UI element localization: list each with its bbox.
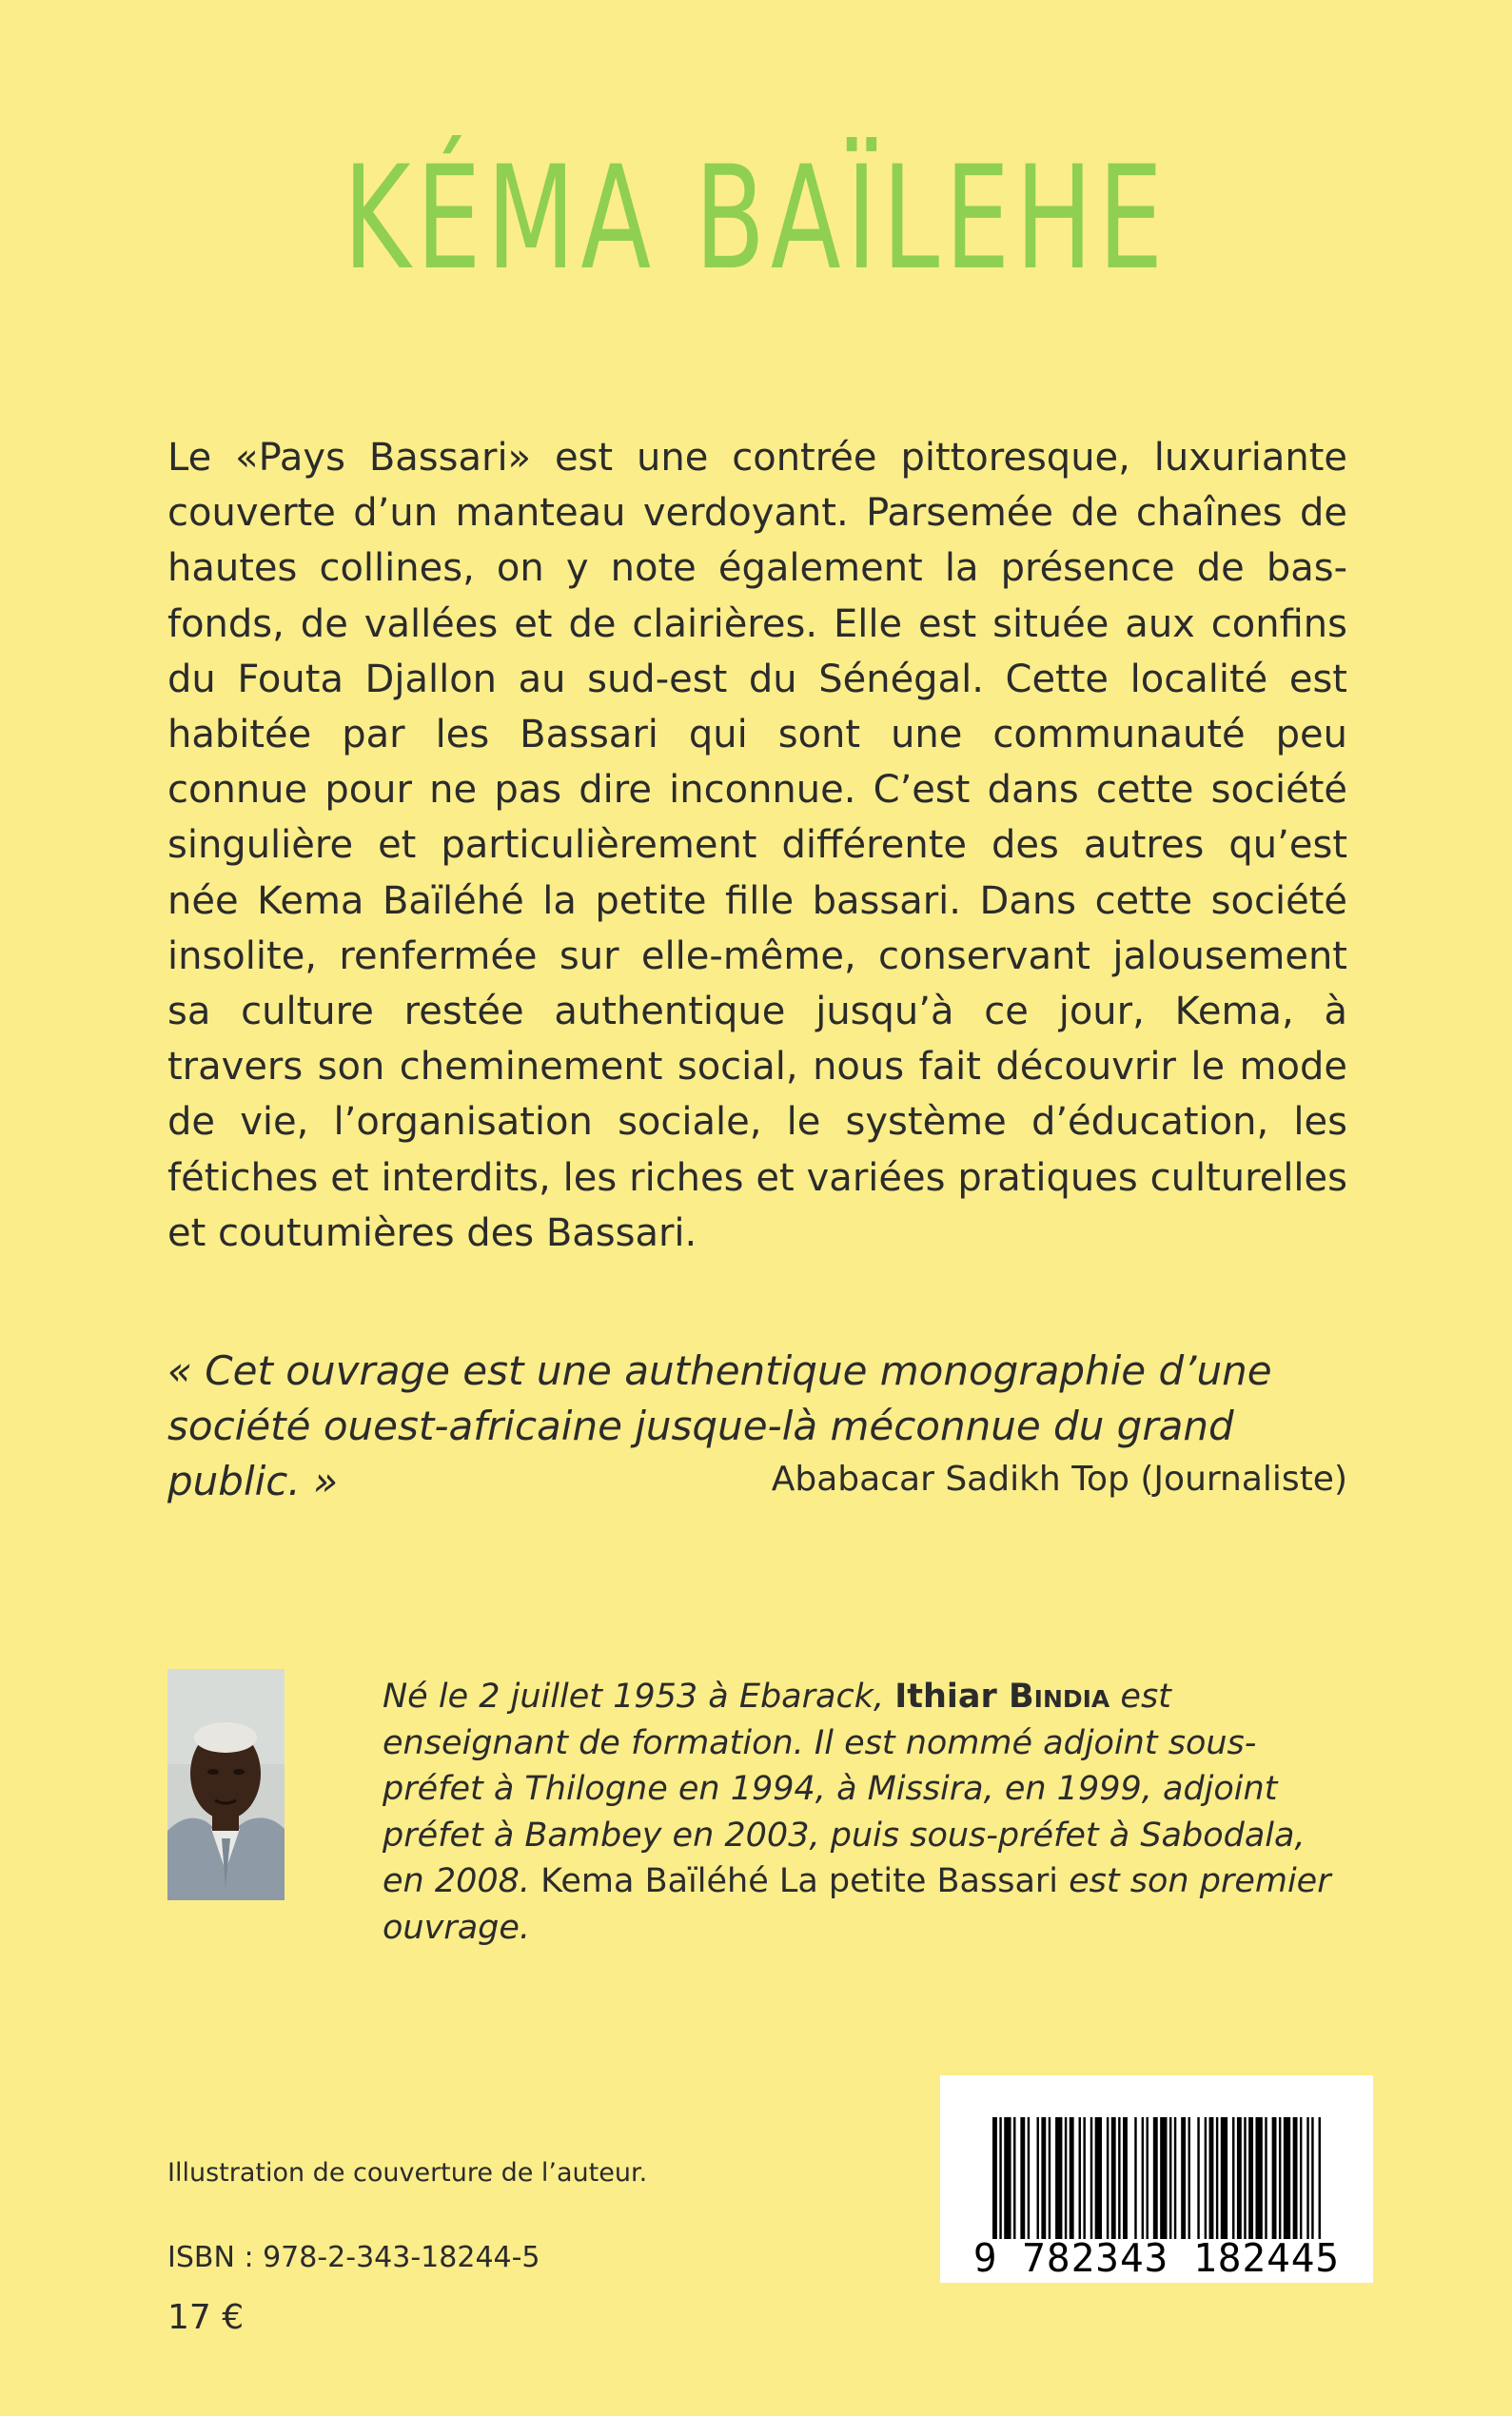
bio-intro: Né le 2 juillet 1953 à Ebarack,	[383, 1678, 895, 1716]
barcode-bar	[1004, 2117, 1011, 2239]
barcode-bar	[1055, 2117, 1062, 2239]
barcode-bar	[1306, 2117, 1308, 2239]
author-portrait-icon	[167, 1669, 285, 1900]
barcode-bar	[1272, 2117, 1277, 2239]
barcode-panel	[940, 2075, 1373, 2283]
barcode-bar	[999, 2117, 1001, 2239]
isbn-number: ISBN : 978-2-343-18244-5	[167, 2241, 540, 2274]
bio-career: est enseignant de formation. Il est nommé adjoint sous-préfet à Thilogne en 1994, à Missira, en 1999, adjoint préfet à Bambey en 2003, puis sous-préfet à Sabodala, en 2008.	[383, 1678, 1306, 1900]
quote-attribution: Ababacar Sadikh Top (Journaliste)	[771, 1460, 1347, 1499]
barcode-bar	[1169, 2117, 1171, 2239]
barcode-bar	[1237, 2117, 1242, 2239]
barcode-bar	[1188, 2117, 1190, 2239]
author-photo	[167, 1669, 285, 1900]
barcode-bar	[1090, 2117, 1092, 2239]
book-title: KÉMA BAÏLEHE	[343, 136, 1168, 302]
barcode-bar	[1181, 2117, 1186, 2239]
book-price: 17 €	[167, 2298, 245, 2337]
barcode-bar	[1028, 2117, 1030, 2239]
illustration-credit: Illustration de couverture de l’auteur.	[167, 2158, 648, 2188]
barcode-bar	[1279, 2117, 1281, 2239]
barcode-bar	[1118, 2117, 1120, 2239]
barcode-bar	[1083, 2117, 1085, 2239]
author-first-name: Ithiar	[894, 1678, 1009, 1716]
barcode-bar	[1079, 2117, 1081, 2239]
barcode-bar	[1070, 2117, 1074, 2239]
barcode-bar	[1265, 2117, 1267, 2239]
barcode-bar	[1095, 2117, 1102, 2239]
author-biography	[383, 1674, 1345, 1951]
barcode-bar	[1197, 2117, 1199, 2239]
barcode-bar	[1284, 2117, 1290, 2239]
barcode-bar	[1216, 2117, 1218, 2239]
back-cover-blurb: Le «Pays Bassari» est une contrée pittoresque, luxuriante couverte d’un manteau verdoyant. Parsemée de chaînes de hautes collines, on y note également la présence de bas-fonds, de vallées et de clairières. Elle est située aux confins du Fouta Djallon au sud-est du Sénégal. Cette localité est habitée par les Bassari qui sont une communauté peu connue pour ne pas dire inconnue. C’est dans cette société singulière et particulièrement différente des autres qu’est née Kema Baïléhé la petite fille bassari. Dans cette société insolite, renfermée sur elle-même, conservant jalousement sa culture restée authentique jusqu’à ce jour, Kema, à travers son cheminement social, nous fait découvrir le mode de vie, l’organisation sociale, le système d’éducation, les fétiches et interdits, les riches et variées pratiques culturelles et coutumières des Bassari.	[167, 436, 1347, 1255]
barcode-bar	[1111, 2117, 1116, 2239]
author-last-name: Bindia	[1008, 1678, 1110, 1716]
barcode-bar	[1036, 2117, 1038, 2239]
barcode-bar	[1134, 2117, 1136, 2239]
barcode-digits: 9 782343 182445	[972, 2235, 1341, 2281]
barcode-bar	[1160, 2117, 1167, 2239]
barcode-bar	[1107, 2117, 1109, 2239]
barcode-icon	[992, 2117, 1321, 2239]
barcode-bar	[1311, 2117, 1313, 2239]
barcode-bar	[1232, 2117, 1234, 2239]
press-quote: « Cet ouvrage est une authentique monographie d’une société ouest-africaine jusque-là méconnue du grand public. »	[167, 1347, 1272, 1504]
barcode-bar	[1123, 2117, 1128, 2239]
barcode-bar	[1146, 2117, 1148, 2239]
barcode-bar	[1255, 2117, 1262, 2239]
barcode-bar	[1221, 2117, 1227, 2239]
barcode-bar	[1020, 2117, 1025, 2239]
barcode-bar	[1300, 2117, 1302, 2239]
barcode-bar	[992, 2117, 997, 2239]
author-name	[894, 1678, 1109, 1716]
barcode-bar	[1319, 2117, 1321, 2239]
barcode-bar	[1013, 2117, 1015, 2239]
barcode-bar	[1293, 2117, 1298, 2239]
barcode-bar	[1065, 2117, 1067, 2239]
barcode-bar	[1174, 2117, 1176, 2239]
barcode-bar	[1248, 2117, 1253, 2239]
barcode-bar	[1041, 2117, 1046, 2239]
bio-closing: est son premier ouvrage.	[383, 1862, 1331, 1947]
barcode-bar	[1142, 2117, 1144, 2239]
barcode-bar	[1049, 2117, 1051, 2239]
barcode-bar	[1205, 2117, 1207, 2239]
bio-book-title: Kema Baïléhé La petite Bassari	[540, 1862, 1059, 1900]
barcode-bar	[1244, 2117, 1246, 2239]
barcode-bar	[1153, 2117, 1158, 2239]
barcode-bar	[1209, 2117, 1214, 2239]
